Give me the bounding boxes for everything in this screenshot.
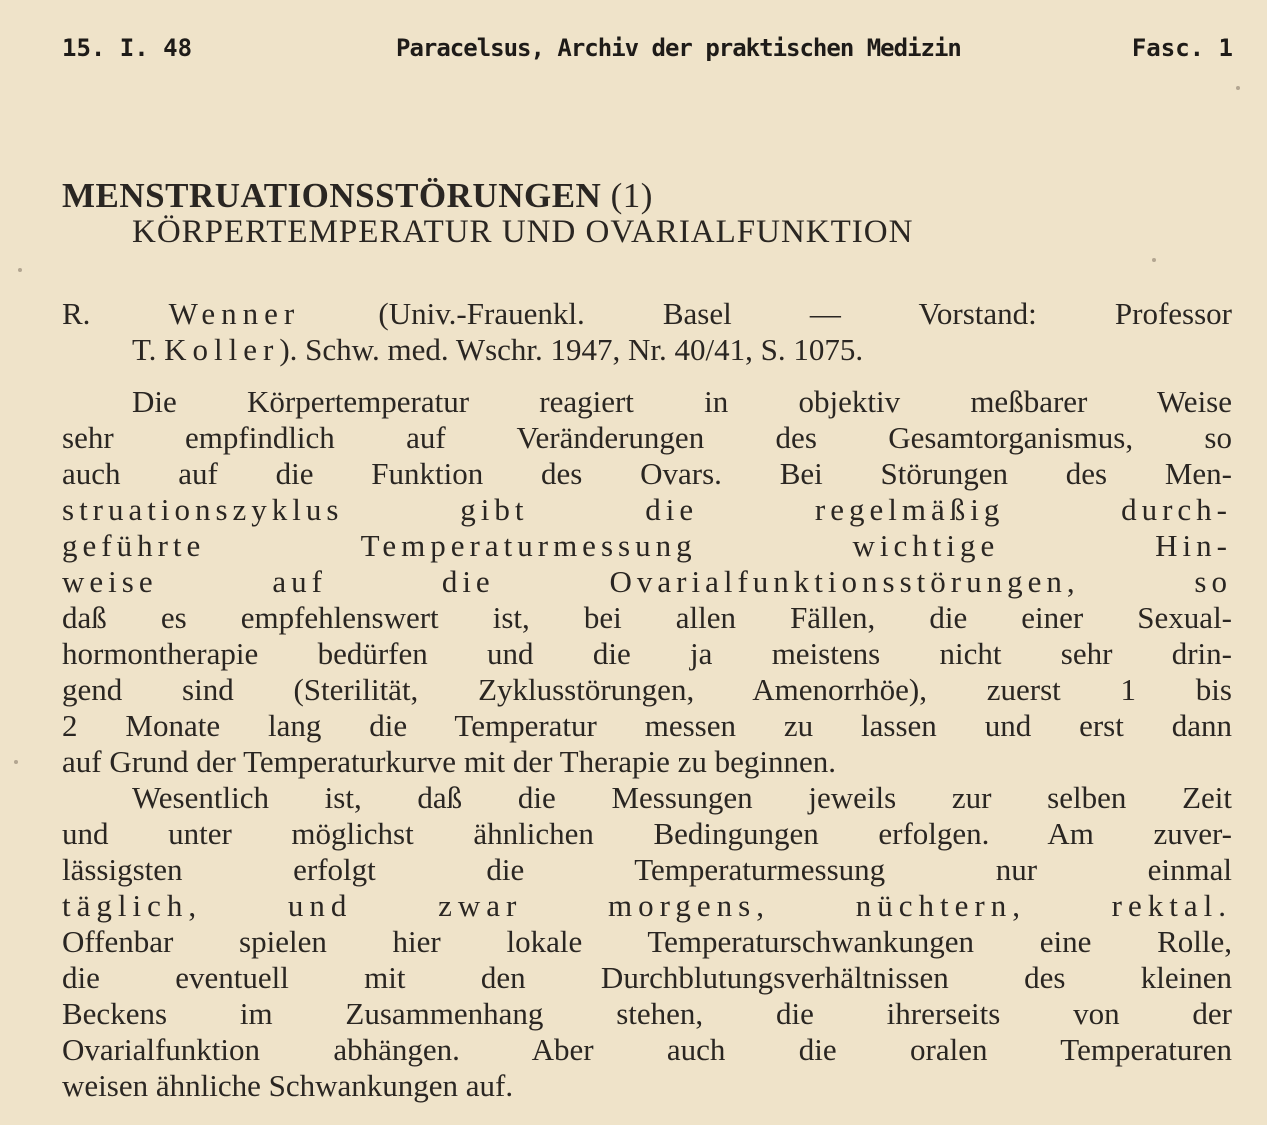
citation-author-initial: R. <box>62 296 91 331</box>
text-line: weise auf die Ovarialfunktionsstörungen, so <box>62 564 1232 599</box>
text-line: lässigsten erfolgt die Temperaturmessung nur einmal <box>62 852 1232 887</box>
article-title-text: MENSTRUATIONSSTÖRUNGEN <box>62 176 602 215</box>
paragraph-2 <box>62 780 1232 1104</box>
text-line: und unter möglichst ähnlichen Bedingungen erfolgen. Am zuver- <box>62 816 1232 851</box>
citation-author: Wenner <box>168 296 301 331</box>
text-line: Offenbar spielen hier lokale Temperaturschwankungen eine Rolle, <box>62 924 1232 959</box>
paper-speck <box>18 268 22 272</box>
citation-line-2 <box>62 332 1232 368</box>
citation-coauthor-initial: T. <box>132 332 157 367</box>
text-line: daß es empfehlenswert ist, bei allen Fällen, die einer Sexual- <box>62 600 1232 635</box>
citation <box>62 296 1232 368</box>
citation-source: ). Schw. med. Wschr. 1947, Nr. 40/41, S. 1075. <box>279 332 864 367</box>
text-line: auf Grund der Temperaturkurve mit der Therapie zu beginnen. <box>62 744 836 779</box>
paper-speck <box>1236 86 1240 90</box>
text-line: Die Körpertemperatur reagiert in objektiv meßbarer Weise <box>132 384 1232 419</box>
text-line: Beckens im Zusammenhang stehen, die ihrerseits von der <box>62 996 1232 1031</box>
citation-affiliation: (Univ.-Frauenkl. Basel — Vorstand: Professor <box>378 296 1232 331</box>
text-line: die eventuell mit den Durchblutungsverhältnissen des kleinen <box>62 960 1232 995</box>
text-line: sehr empfindlich auf Veränderungen des Gesamtorganismus, so <box>62 420 1232 455</box>
citation-line-1 <box>62 296 1232 332</box>
running-header <box>62 34 1233 74</box>
text-line: 2 Monate lang die Temperatur messen zu lassen und erst dann <box>62 708 1232 743</box>
paragraph-1 <box>62 384 1232 780</box>
article-body <box>62 384 1232 1104</box>
header-journal-title: Paracelsus, Archiv der praktischen Medizin <box>396 34 961 62</box>
text-line: auch auf die Funktion des Ovars. Bei Störungen des Men- <box>62 456 1232 491</box>
text-line: gend sind (Sterilität, Zyklusstörungen, Amenorrhöe), zuerst 1 bis <box>62 672 1232 707</box>
text-line: täglich, und zwar morgens, nüchtern, rektal. <box>62 888 1232 923</box>
text-line: geführte Temperaturmessung wichtige Hin- <box>62 528 1232 563</box>
citation-coauthor: Koller <box>164 332 280 367</box>
article-subtitle: KÖRPERTEMPERATUR UND OVARIALFUNKTION <box>132 214 914 250</box>
text-line: hormontherapie bedürfen und die ja meistens nicht sehr drin- <box>62 636 1232 671</box>
text-line: weisen ähnliche Schwankungen auf. <box>62 1068 514 1103</box>
text-line: Ovarialfunktion abhängen. Aber auch die oralen Temperaturen <box>62 1032 1232 1067</box>
text-line: Wesentlich ist, daß die Messungen jeweils zur selben Zeit <box>132 780 1232 815</box>
text-line: struationszyklus gibt die regelmäßig durch- <box>62 492 1232 527</box>
header-date: 15. I. 48 <box>62 34 193 62</box>
header-fascicle: Fasc. 1 <box>1131 34 1233 62</box>
article-title <box>62 176 653 216</box>
paper-speck <box>1152 258 1156 262</box>
paper-speck <box>14 760 18 764</box>
article-title-number: (1) <box>610 176 653 215</box>
